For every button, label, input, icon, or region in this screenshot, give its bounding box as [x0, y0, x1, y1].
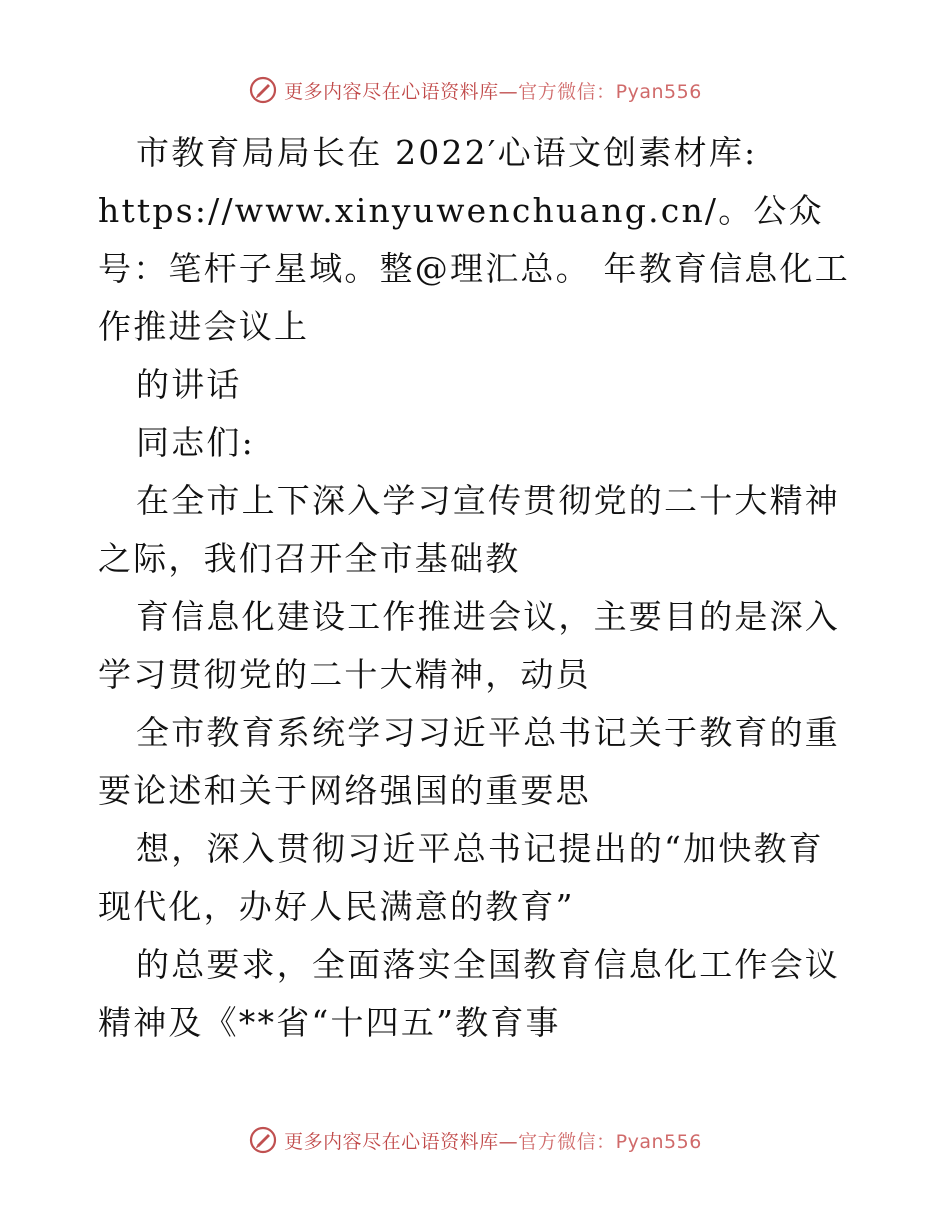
salutation: 同志们:	[136, 423, 255, 462]
watermark-dash: —	[498, 80, 519, 103]
watermark-contact: 官方微信：Pyan556	[518, 80, 702, 103]
body-paragraph: 全市教育系统学习习近平总书记关于教育的重要论述和关于网络强国的重要思	[98, 713, 840, 810]
brush-logo-icon	[248, 1125, 278, 1155]
watermark-dash: —	[498, 1130, 519, 1153]
header-watermark	[0, 70, 950, 110]
watermark-brand: 更多内容尽在心语资料库	[284, 80, 499, 103]
watermark-contact: 官方微信：Pyan556	[518, 1130, 702, 1153]
body-paragraph: 的总要求，全面落实全国教育信息化工作会议精神及《**省“十四五”教育事	[98, 945, 840, 1042]
doc-title-line: 市教育局局长在 2022′心语文创素材库:	[136, 133, 758, 172]
watermark-text	[284, 77, 702, 104]
body-paragraph: 育信息化建设工作推进会议，主要目的是深入学习贯彻党的二十大精神，动员	[98, 597, 840, 694]
footer-watermark	[0, 1120, 950, 1160]
brush-logo-icon	[248, 75, 278, 105]
body-paragraph: 在全市上下深入学习宣传贯彻党的二十大精神之际，我们召开全市基础教	[98, 481, 840, 578]
doc-title-continuation: https://www.xinyuwenchuang.cn/。公众号：笔杆子星域。整@理汇总。 年教育信息化工作推进会议上	[98, 191, 850, 346]
document-body	[98, 124, 858, 1052]
watermark-text	[284, 1127, 702, 1154]
body-paragraph: 想，深入贯彻习近平总书记提出的“加快教育现代化，办好人民满意的教育”	[98, 829, 824, 926]
doc-title-end: 的讲话	[136, 365, 242, 404]
watermark-brand: 更多内容尽在心语资料库	[284, 1130, 499, 1153]
